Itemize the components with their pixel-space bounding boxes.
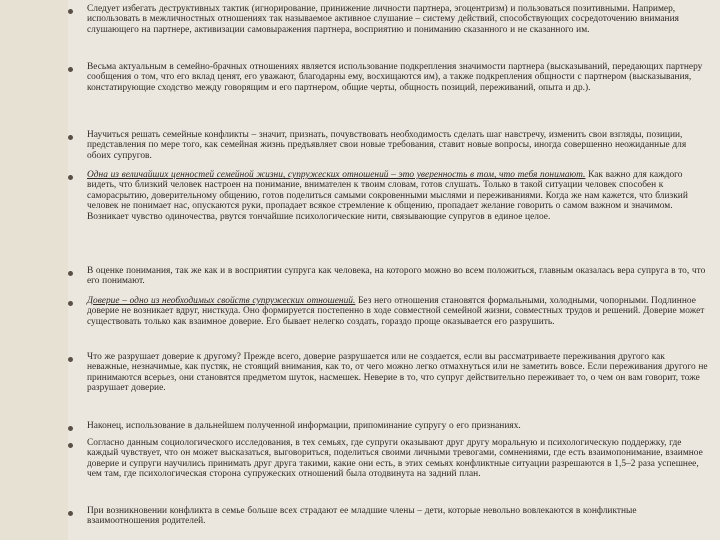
item-body: Без него отношения становятся формальными, холодными, чопорными. Подлинное доверие не возникает вдруг, нисткуда. Оно формируется постепенно в ходе совместной семейной жизни, совместных трудов и решений. Доверие может существовать только как взаимное доверие. Его бывает нелегко создать, гораздо проще оказывается его разрушить. — [87, 296, 705, 327]
item-text — [87, 170, 709, 222]
bullet-icon — [68, 301, 73, 306]
bullet-icon — [68, 9, 73, 14]
bullet-icon — [68, 357, 73, 362]
bullet-icon — [68, 426, 73, 431]
bullet-icon — [68, 443, 73, 448]
item-text — [87, 296, 709, 327]
item-body: Как важно для каждого видеть, что близкий человек настроен на понимание, внимателен к твоим словам, готов слушать. Только в такой ситуации человек способен к саморасрытию, доверительному общению, готов поделиться самыми сокровенными мыслями и переживаниями. Когда же нам кажется, что близкий человек не понимает нас, опускаются руки, пропадает всякое стремление к общению, пропадает желание говорить о самом важном и значимом. Возникает чувство одиночества, рвутся тончайшие психологические нити, связывающие супругов в единое целое. — [87, 170, 688, 222]
bullet-icon — [68, 67, 73, 72]
item-text: При возникновении конфликта в семье больше всех страдают ее младшие члены – дети, которые невольно вовлекаются в конфликтные взаимоотношения родителей. — [87, 506, 637, 527]
item-text: Научиться решать семейные конфликты – значит, признать, почувствовать необходимость сделать шаг навстречу, изменить свои взгляды, позиции, представления по мере того, как семейная жизнь предъявляет свои новые требования, ставит новые вопросы, иногда совершенно неожиданные для обоих супругов. — [87, 130, 687, 161]
bullet-icon — [68, 271, 73, 276]
slide-page — [68, 0, 720, 540]
item-emphasis: Доверие – одно из необходимых свойств супружеских отношений. — [87, 296, 356, 306]
item-text: Что же разрушает доверие к другому? Прежде всего, доверие разрушается или не создается, если вы рассматриваете переживания другого как неважные, незначимые, как пустяк, не стоящий внимания, как то, от чего можно легко отмахнуться или не заметить вовсе. Если переживания другого не принимаются всерьез, они становятся предметом шуток, насмешек. Неверие в то, что супруг действительно переживает то, о чем он вам говорит, тоже разрушает доверие. — [87, 352, 708, 394]
item-text: В оценке понимания, так же как и в восприятии супруга как человека, на которого можно во всем положиться, главным оказалась вера супруга в то, что его понимают. — [87, 266, 706, 287]
item-text: Наконец, использование в дальнейшем полученной информации, припоминание супругу о его признаниях. — [87, 421, 521, 431]
bullet-list — [68, 0, 718, 540]
item-emphasis: Одна из величайших ценностей семейной жизни, супружеских отношений – это уверенность в том, что тебя понимают. — [87, 170, 586, 180]
item-text: Следует избегать деструктивных тактик (игнорирование, принижение личности партнера, эгоцентризм) и пользоваться позитивными. Например, использовать в межличностных отношениях так называемое активное слушание – систему действий, способствующих сосредоточению внимания слушающего на партнере, активизации самовыражения партнера, восприятию и пониманию сказанного и не сказанного им. — [87, 4, 679, 35]
bullet-icon — [68, 511, 73, 516]
bullet-icon — [68, 135, 73, 140]
item-text: Весьма актуальным в семейно-брачных отношениях является использование подкрепления значимости партнера (высказываний, передающих партнеру сообщения о том, что его вклад ценят, его уважают, благодарны ему, восхищаются им), а также подкрепления общности с партнером (высказывания, констатирующие сходство между говорящим и его партнером, общие черты, общность позиций, переживаний, опыта и др.). — [87, 62, 703, 93]
bullet-icon — [68, 175, 73, 180]
item-text: Согласно данным социологического исследования, в тех семьях, где супруги оказывают друг другу моральную и психологическую поддержку, где каждый чувствует, что он может высказаться, выговориться, поделиться своими личными тревогами, сомнениями, где есть взаимопонимание, взаимное доверие и супруги научились принимать друг друга такими, какие они есть, в этих семьях конфликтные ситуации разрешаются в 1,5–2 раза успешнее, чем там, где психологическая сторона супружеских отношений была отодвинута на задний план. — [87, 438, 703, 480]
